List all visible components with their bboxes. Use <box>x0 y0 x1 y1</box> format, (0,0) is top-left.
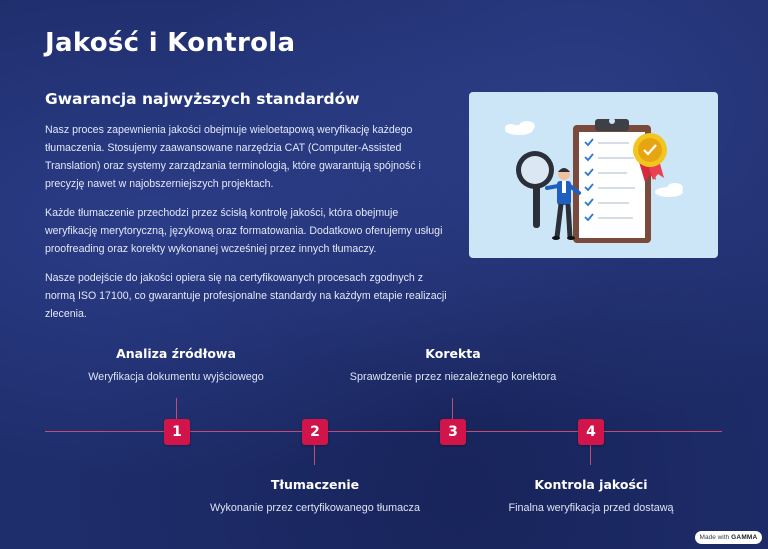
step-description-translation: Wykonanie przez certyfikowanego tłumacza <box>210 502 420 514</box>
page-title: Jakość i Kontrola <box>45 28 296 58</box>
cloud-icon <box>655 183 683 197</box>
timeline-connector <box>590 444 591 465</box>
paragraph-process: Nasz proces zapewnienia jakości obejmuje wieloetapową weryfikację każdego tłumaczenia. Stosujemy zaawansowane narzędzia CAT (Computer-Assisted Translation) oraz systemy zarządzania terminologią, które gwarantują spójność i precyzję nawet w najobszerniejszych projektach. <box>45 124 421 190</box>
timeline-connector <box>314 444 315 465</box>
paragraph-iso: Nasze podejście do jakości opiera się na certyfikowanych procesach zgodnych z normą ISO 17100, co gwarantuje profesjonalne standardy na każdym etapie realizacji zlecenia. <box>45 272 447 320</box>
made-with-label: Made with <box>699 534 730 541</box>
quality-checklist-illustration <box>469 92 718 258</box>
timeline-line <box>45 431 722 432</box>
step-title-analysis: Analiza źródłowa <box>116 346 236 361</box>
section-subtitle: Gwarancja najwyższych standardów <box>45 90 360 108</box>
gamma-logo: GAMMA <box>731 534 758 541</box>
timeline-connector <box>452 398 453 419</box>
step-title-quality-control: Kontrola jakości <box>534 477 648 492</box>
step-number-badge: 1 <box>164 419 190 445</box>
step-number-badge: 3 <box>440 419 466 445</box>
step-title-proofreading: Korekta <box>425 346 481 361</box>
step-title-translation: Tłumaczenie <box>270 477 360 492</box>
clipboard-icon <box>573 118 651 243</box>
cloud-icon <box>505 121 535 135</box>
step-description-proofreading: Sprawdzenie przez niezależnego korektora <box>349 371 557 383</box>
made-with-gamma-badge[interactable] <box>695 531 762 544</box>
step-number-badge: 4 <box>578 419 604 445</box>
timeline-connector <box>176 398 177 419</box>
step-number-badge: 2 <box>302 419 328 445</box>
step-description-quality-control: Finalna weryfikacja przed dostawą <box>508 502 674 514</box>
paragraph-control: Każde tłumaczenie przechodzi przez ścisłą kontrolę jakości, która obejmuje weryfikację merytoryczną, językową oraz formatowania. Dodatkowo oferujemy usługi proofreading oraz korekty wykonanej wcześniej przez innych tłumaczy. <box>45 207 443 255</box>
step-description-analysis: Weryfikacja dokumentu wyjściowego <box>88 371 264 383</box>
